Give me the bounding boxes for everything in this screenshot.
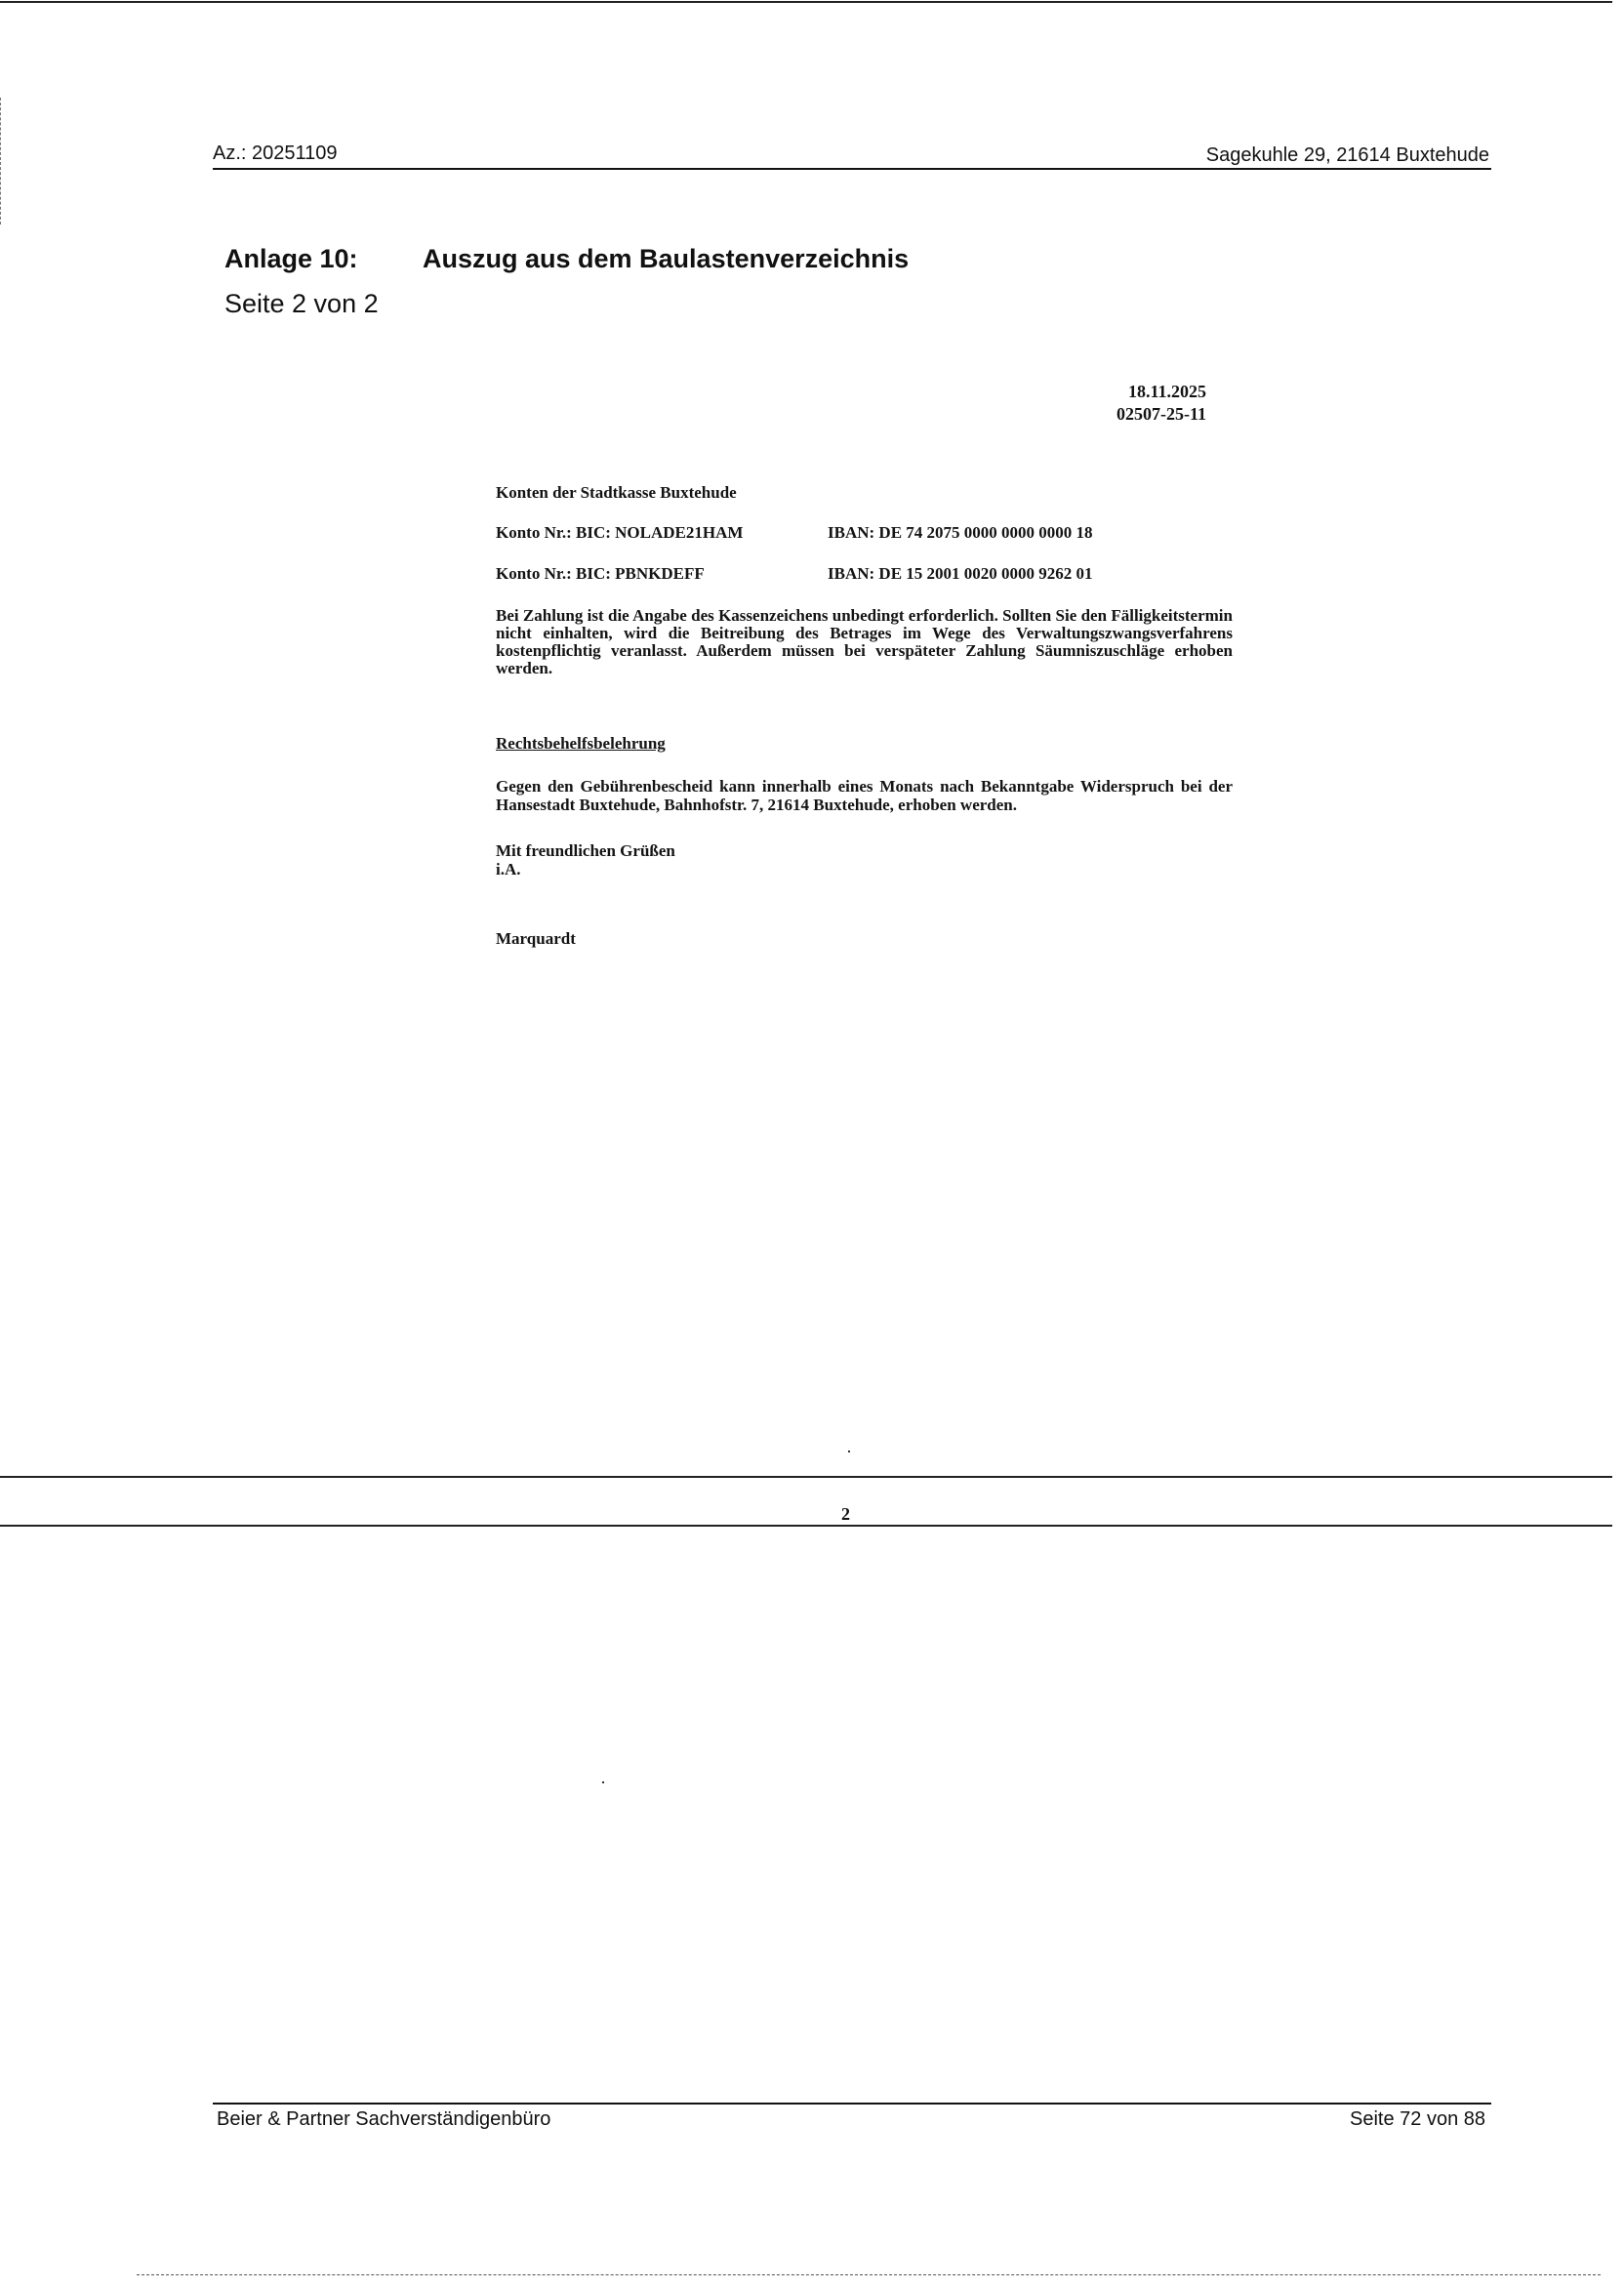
accounts-title: Konten der Stadtkasse Buxtehude bbox=[496, 483, 737, 502]
closing-abbreviation: i.A. bbox=[496, 860, 521, 879]
footer-page-number: Seite 72 von 88 bbox=[1350, 2108, 1485, 2130]
scan-bottom-edge bbox=[137, 2274, 1601, 2275]
signature-name: Marquardt bbox=[496, 929, 576, 948]
scan-speck bbox=[602, 1781, 604, 1783]
scan-margin-marks bbox=[0, 98, 1, 225]
letter-page-number: 2 bbox=[841, 1504, 850, 1524]
scan-speck bbox=[848, 1451, 850, 1452]
footer-company: Beier & Partner Sachverständigenbüro bbox=[217, 2108, 551, 2130]
legal-remedy-text: Gegen den Gebührenbescheid kann innerhalb eines Monats nach Bekanntgabe Widerspruch bei der Hansestadt Buxtehude, Bahnhofstr. 7, 21614 Buxtehude, erhoben werden. bbox=[496, 777, 1233, 814]
annex-page-count: Seite 2 von 2 bbox=[224, 289, 379, 318]
closing-greeting: Mit freundlichen Grüßen bbox=[496, 841, 675, 860]
scan-page-edge bbox=[0, 1476, 1612, 1478]
scan-page-edge bbox=[0, 1525, 1612, 1527]
letter-file-number: 02507-25-11 bbox=[1116, 404, 1206, 424]
letter-reference-block bbox=[1116, 381, 1206, 426]
reference-number: Az.: 20251109 bbox=[213, 143, 338, 164]
letter-date: 18.11.2025 bbox=[1127, 382, 1206, 401]
footer-divider bbox=[213, 2103, 1491, 2105]
account-iban: IBAN: DE 15 2001 0020 0000 9262 01 bbox=[828, 564, 1093, 583]
header-divider bbox=[213, 168, 1491, 170]
account-bic: Konto Nr.: BIC: NOLADE21HAM bbox=[496, 523, 744, 542]
legal-remedy-heading: Rechtsbehelfsbelehrung bbox=[496, 734, 666, 753]
account-bic: Konto Nr.: BIC: PBNKDEFF bbox=[496, 564, 705, 583]
annex-label: Anlage 10: bbox=[224, 244, 358, 273]
property-address: Sagekuhle 29, 21614 Buxtehude bbox=[1205, 144, 1489, 166]
account-iban: IBAN: DE 74 2075 0000 0000 0000 18 bbox=[828, 523, 1093, 542]
closing-block bbox=[496, 841, 675, 879]
annex-title: Auszug aus dem Baulastenverzeichnis bbox=[423, 244, 910, 273]
scan-edge-line bbox=[0, 1, 1612, 3]
payment-note: Bei Zahlung ist die Angabe des Kassenzeichens unbedingt erforderlich. Sollten Sie den Fälligkeitstermin nicht einhalten, wird die Beitreibung des Betrages im Wege des Verwaltungszwangsverfahrens kostenpflichtig veranlasst. Außerdem müssen bei verspäteter Zahlung Säumniszuschläge erhoben werden. bbox=[496, 606, 1233, 677]
